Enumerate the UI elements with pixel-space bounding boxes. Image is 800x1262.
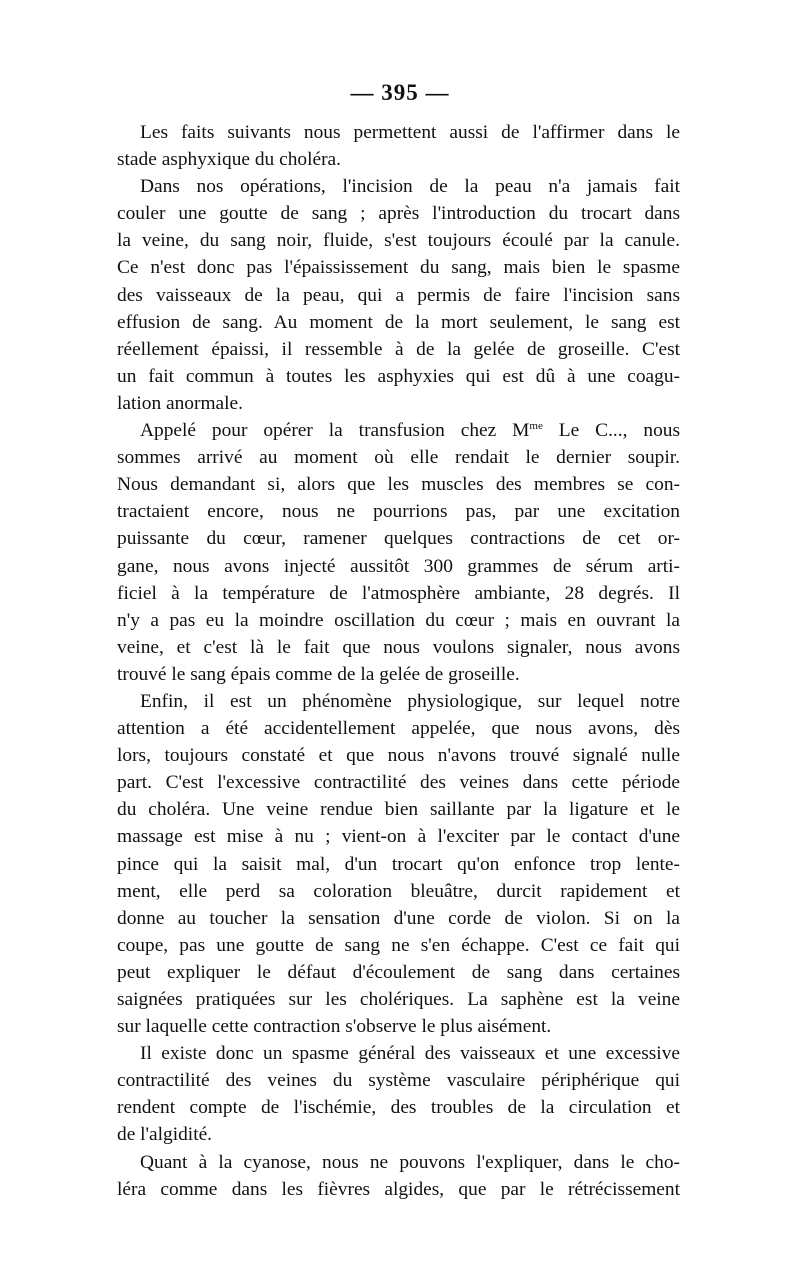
text-line: un fait commun à toutes les asphyxies qui est dû à une coagu- xyxy=(117,365,680,387)
body-text xyxy=(117,119,680,1203)
text-line: de l'algidité. xyxy=(117,1124,213,1146)
text-line: part. C'est l'excessive contractilité des veines dans cette période xyxy=(117,772,680,794)
text-line: léra comme dans les fièvres algides, que par le rétrécissement xyxy=(117,1178,680,1200)
page-number: — 395 — xyxy=(350,80,450,105)
text-line: lors, toujours constaté et que nous n'avons trouvé signalé nulle xyxy=(117,745,680,767)
text-line: attention a été accidentellement appelée, que nous avons, dès xyxy=(117,718,680,740)
text-line: effusion de sang. Au moment de la mort seulement, le sang est xyxy=(117,311,680,333)
text-line: contractilité des veines du système vasculaire périphérique qui xyxy=(117,1070,680,1092)
paragraph-3 xyxy=(117,417,680,688)
paragraph-1 xyxy=(117,119,680,173)
text-line: ment, elle perd sa coloration bleuâtre, durcit rapidement et xyxy=(117,880,680,902)
text-line: Quant à la cyanose, nous ne pouvons l'expliquer, dans le cho- xyxy=(140,1151,680,1173)
paragraph-2 xyxy=(117,173,680,417)
text-line: ficiel à la température de l'atmosphère ambiante, 28 degrés. Il xyxy=(117,582,680,604)
text-line: tractaient encore, nous ne pourrions pas, par une excitation xyxy=(117,501,680,523)
text-line: sur laquelle cette contraction s'observe le plus aisément. xyxy=(117,1016,552,1038)
text-line: massage est mise à nu ; vient-on à l'exciter par le contact d'une xyxy=(117,826,680,848)
text-line: réellement épaissi, il ressemble à de la gelée de groseille. C'est xyxy=(117,338,680,360)
text-line: sommes arrivé au moment où elle rendait le dernier soupir. xyxy=(117,447,680,469)
superscript: me xyxy=(529,420,543,433)
text-line: Enfin, il est un phénomène physiologique, sur lequel notre xyxy=(140,690,680,712)
paragraph-6 xyxy=(117,1149,680,1203)
text-line: la veine, du sang noir, fluide, s'est toujours écoulé par la canule. xyxy=(117,230,680,252)
text-line: pince qui la saisit mal, d'un trocart qu'on enfonce trop lente- xyxy=(117,853,680,875)
text-line: du choléra. Une veine rendue bien saillante par la ligature et le xyxy=(117,799,680,821)
text-segment: Le C..., nous xyxy=(542,420,681,442)
text-line: Les faits suivants nous permettent aussi de l'affirmer dans le xyxy=(140,122,680,143)
text-line: Ce n'est donc pas l'épaississement du sang, mais bien le spasme xyxy=(117,257,680,279)
text-line: gane, nous avons injecté aussitôt 300 grammes de sérum arti- xyxy=(117,555,680,577)
text-line: Il existe donc un spasme général des vaisseaux et une excessive xyxy=(140,1043,680,1065)
text-line: n'y a pas eu la moindre oscillation du cœur ; mais en ouvrant la xyxy=(117,609,680,631)
paragraph-4 xyxy=(117,688,680,1040)
text-line: stade asphyxique du choléra. xyxy=(117,149,341,171)
text-line: des vaisseaux de la peau, qui a permis de faire l'incision sans xyxy=(117,284,680,306)
text-line: coupe, pas une goutte de sang ne s'en échappe. C'est ce fait qui xyxy=(117,934,680,956)
text-line: couler une goutte de sang ; après l'introduction du trocart dans xyxy=(117,203,680,225)
paragraph-5 xyxy=(117,1040,680,1148)
text-segment: Appelé pour opérer la transfusion chez M xyxy=(140,420,530,442)
text-line: saignées pratiquées sur les cholériques. La saphène est la veine xyxy=(117,989,680,1010)
text-line: donne au toucher la sensation d'une corde de violon. Si on la xyxy=(117,907,680,929)
text-line: peut expliquer le défaut d'écoulement de sang dans certaines xyxy=(117,961,680,983)
text-line: trouvé le sang épais comme de la gelée de groseille. xyxy=(117,663,520,685)
text-line: veine, et c'est là le fait que nous voulons signaler, nous avons xyxy=(117,636,680,658)
text-line: Nous demandant si, alors que les muscles des membres se con- xyxy=(117,474,680,496)
text-line xyxy=(117,417,680,444)
text-line: Dans nos opérations, l'incision de la peau n'a jamais fait xyxy=(140,176,680,198)
text-line: puissante du cœur, ramener quelques contractions de cet or- xyxy=(117,528,680,550)
text-line: rendent compte de l'ischémie, des troubles de la circulation et xyxy=(117,1097,680,1119)
text-line: lation anormale. xyxy=(117,392,243,414)
